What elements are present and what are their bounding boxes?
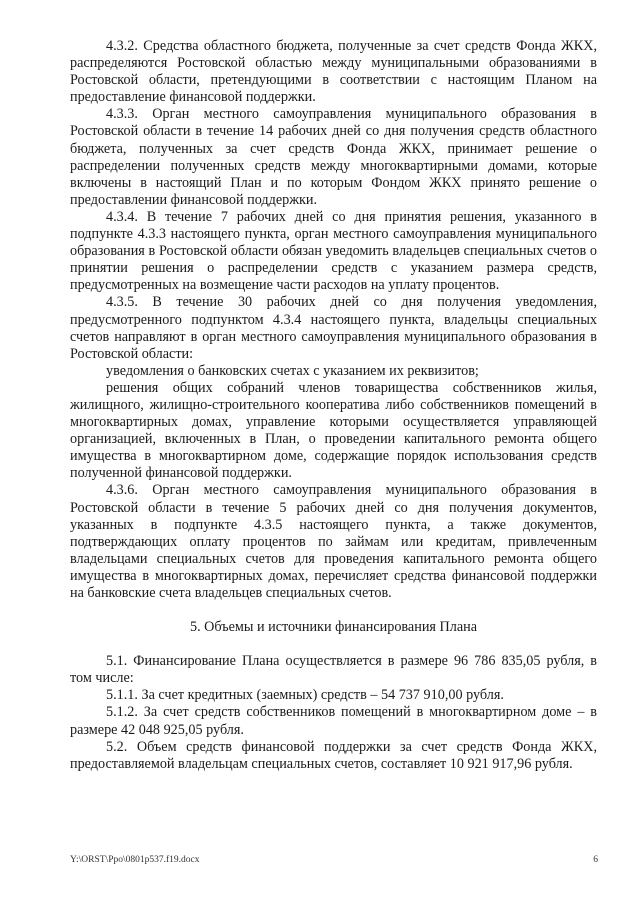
footer-file-path: Y:\ORST\Ppo\0801p537.f19.docx xyxy=(70,855,200,865)
footer-page-number: 6 xyxy=(593,855,598,865)
paragraph-4-3-2: 4.3.2. Средства областного бюджета, полученные за счет средств Фонда ЖКХ, распределяются Ростовской областью между муниципальными образованиями в Ростовской области, претендующими в соответствии с настоящим Планом на предоставление финансовой поддержки. xyxy=(70,38,597,106)
paragraph-4-3-4: 4.3.4. В течение 7 рабочих дней со дня принятия решения, указанного в подпункте 4.3.3 настоящего пункта, орган местного самоуправления муниципального образования в Ростовской области обязан уведомить владельцев специальных счетов о принятии решения о распределении средств с указанием размера средств, предусмотренных на возмещение части расходов на уплату процентов. xyxy=(70,208,597,294)
paragraph-4-3-3: 4.3.3. Орган местного самоуправления муниципального образования в Ростовской области в течение 14 рабочих дней со дня получения средств областного бюджета, полученных за счет средств Фонда ЖКХ, принимает решение о распределении полученных средств между многоквартирными домами, которые включены в настоящий План и по которым Фондом ЖКХ принято решение о предоставлении финансовой поддержки. xyxy=(70,106,597,208)
paragraph-5-2: 5.2. Объем средств финансовой поддержки за счет средств Фонда ЖКХ, предоставляемой владельцам специальных счетов, составляет 10 921 917,96 рубля. xyxy=(70,738,597,772)
paragraph-bank-notifications: уведомления о банковских счетах с указанием их реквизитов; xyxy=(106,362,479,379)
paragraph-4-3-5: 4.3.5. В течение 30 рабочих дней со дня получения уведомления, предусмотренного подпунктом 4.3.4 настоящего пункта, владельцы специальных счетов направляют в орган местного самоуправления муниципального образования в Ростовской области: xyxy=(70,294,597,362)
section-heading: 5. Объемы и источники финансирования Плана xyxy=(189,619,478,636)
paragraph-4-3-6: 4.3.6. Орган местного самоуправления муниципального образования в Ростовской области в течение 5 рабочих дней со дня получения документов, указанных в подпункте 4.3.5 настоящего пункта, а также документов, подтверждающих оплату процентов по займам или кредитам, привлеченным владельцами специальных счетов для проведения капитального ремонта общего имущества в многоквартирных домах, перечисляет средства финансовой поддержки на банковские счета владельцев специальных счетов. xyxy=(70,482,597,601)
paragraph-5-1-1: 5.1.1. За счет кредитных (заемных) средств – 54 737 910,00 рубля. xyxy=(106,687,504,704)
paragraph-5-1-2: 5.1.2. За счет средств собственников помещений в многоквартирном доме – в размере 42 048 925,05 рубля. xyxy=(70,704,597,738)
paragraph-meeting-decisions: решения общих собраний членов товарищества собственников жилья, жилищного, жилищно-строительного кооператива либо собственников помещений в многоквартирных домах, управление которыми осуществляется управляющей организацией, включенных в План, о проведении капитального ремонта общего имущества в многоквартирном доме, содержащие порядок использования средств полученной финансовой поддержки. xyxy=(70,379,597,482)
document-body xyxy=(70,38,597,773)
paragraph-5-1: 5.1. Финансирование Плана осуществляется в размере 96 786 835,05 рубля, в том числе: xyxy=(70,653,597,687)
